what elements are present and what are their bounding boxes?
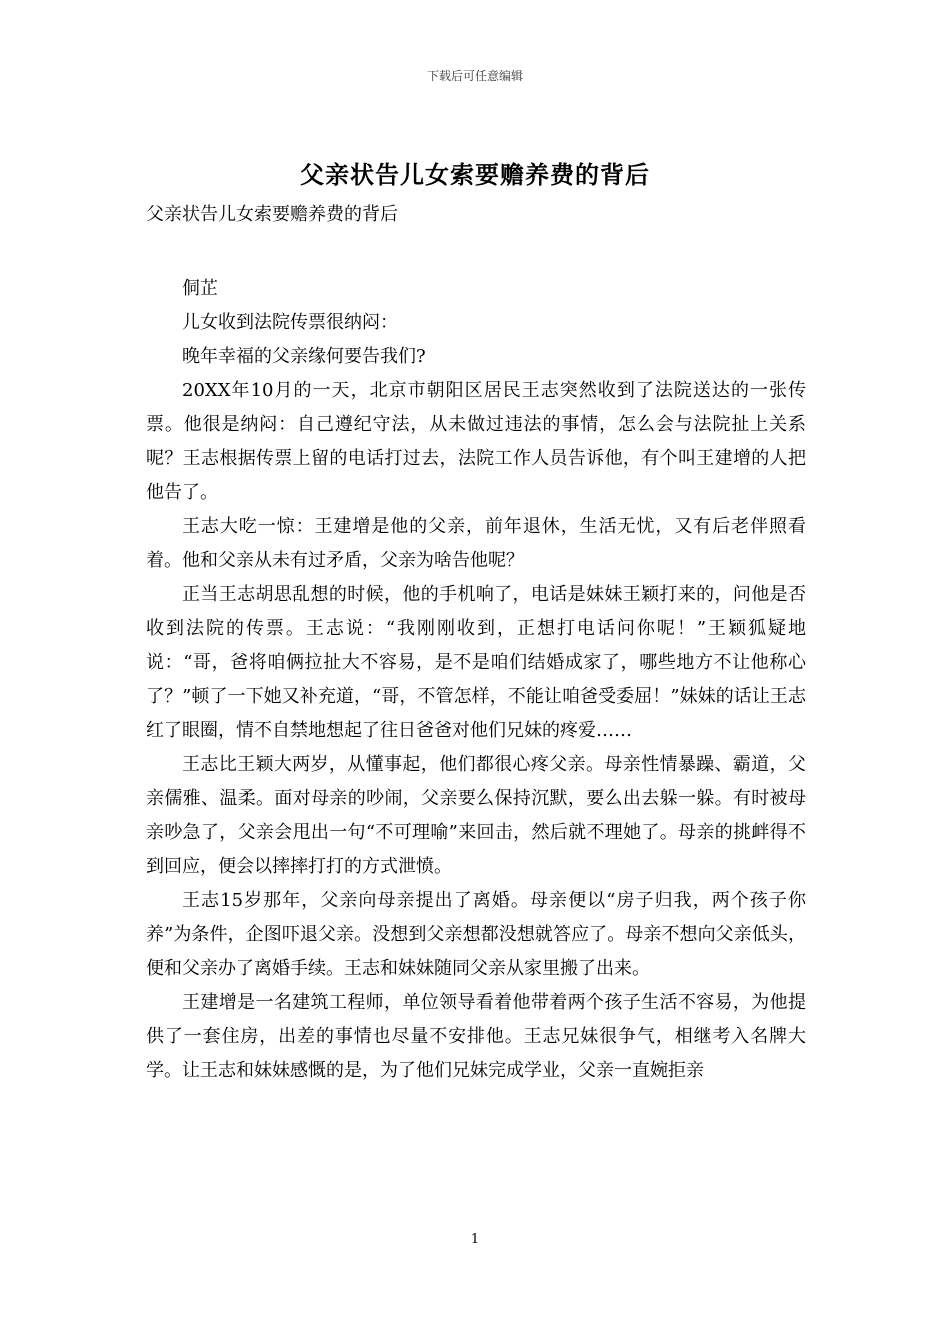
author-line: 侗芷	[182, 278, 218, 299]
document-subtitle: 父亲状告儿女索要赡养费的背后	[146, 204, 398, 225]
document-title: 父亲状告儿女索要赡养费的背后	[300, 160, 650, 189]
paragraph: 王志比王颖大两岁，从懂事起，他们都很心疼父亲。母亲性情暴躁、霸道，父亲儒雅、温柔。面对母亲的吵闹，父亲要么保持沉默，要么出去躲一躲。有时被母亲吵急了，父亲会甩出一句“不可理喻”来回击，然后就不理她了。母亲的挑衅得不到回应，便会以摔摔打打的方式泄愤。	[146, 754, 806, 877]
paragraph: 王志大吃一惊：王建增是他的父亲，前年退休，生活无忧，又有后老伴照看着。他和父亲从未有过矛盾，父亲为啥告他呢？	[146, 516, 806, 571]
paragraph: 正当王志胡思乱想的时候，他的手机响了，电话是妹妹王颖打来的，问他是否收到法院的传票。王志说：“我刚刚收到，正想打电话问你呢！”王颖狐疑地说：“哥，爸将咱俩拉扯大不容易，是不是咱们结婚成家了，哪些地方不让他称心了？”顿了一下她又补充道，“哥，不管怎样，不能让咱爸受委屈！”妹妹的话让王志红了眼圈，情不自禁地想起了往日爸爸对他们兄妹的疼爱……	[146, 584, 806, 741]
paragraph: 儿女收到法院传票很纳闷：	[182, 312, 398, 333]
paragraph: 王志15岁那年，父亲向母亲提出了离婚。母亲便以“房子归我，两个孩子你养”为条件，企图吓退父亲。没想到父亲想都没想就答应了。母亲不想向父亲低头，便和父亲办了离婚手续。王志和妹妹随同父亲从家里搬了出来。	[146, 890, 806, 979]
header-note: 下载后可任意编辑	[426, 69, 523, 83]
document-body	[146, 272, 806, 1088]
page-number: 1	[470, 1232, 480, 1247]
paragraph: 晚年幸福的父亲缘何要告我们?	[182, 346, 426, 367]
paragraph: 王建增是一名建筑工程师，单位领导看着他带着两个孩子生活不容易，为他提供了一套住房，出差的事情也尽量不安排他。王志兄妹很争气，相继考入名牌大学。让王志和妹妹感慨的是，为了他们兄妹完成学业，父亲一直婉拒亲	[146, 992, 806, 1081]
paragraph: 20XX年10月的一天，北京市朝阳区居民王志突然收到了法院送达的一张传票。他很是纳闷：自己遵纪守法，从未做过违法的事情，怎么会与法院扯上关系呢？王志根据传票上留的电话打过去，法院工作人员告诉他，有个叫王建增的人把他告了。	[146, 380, 806, 503]
